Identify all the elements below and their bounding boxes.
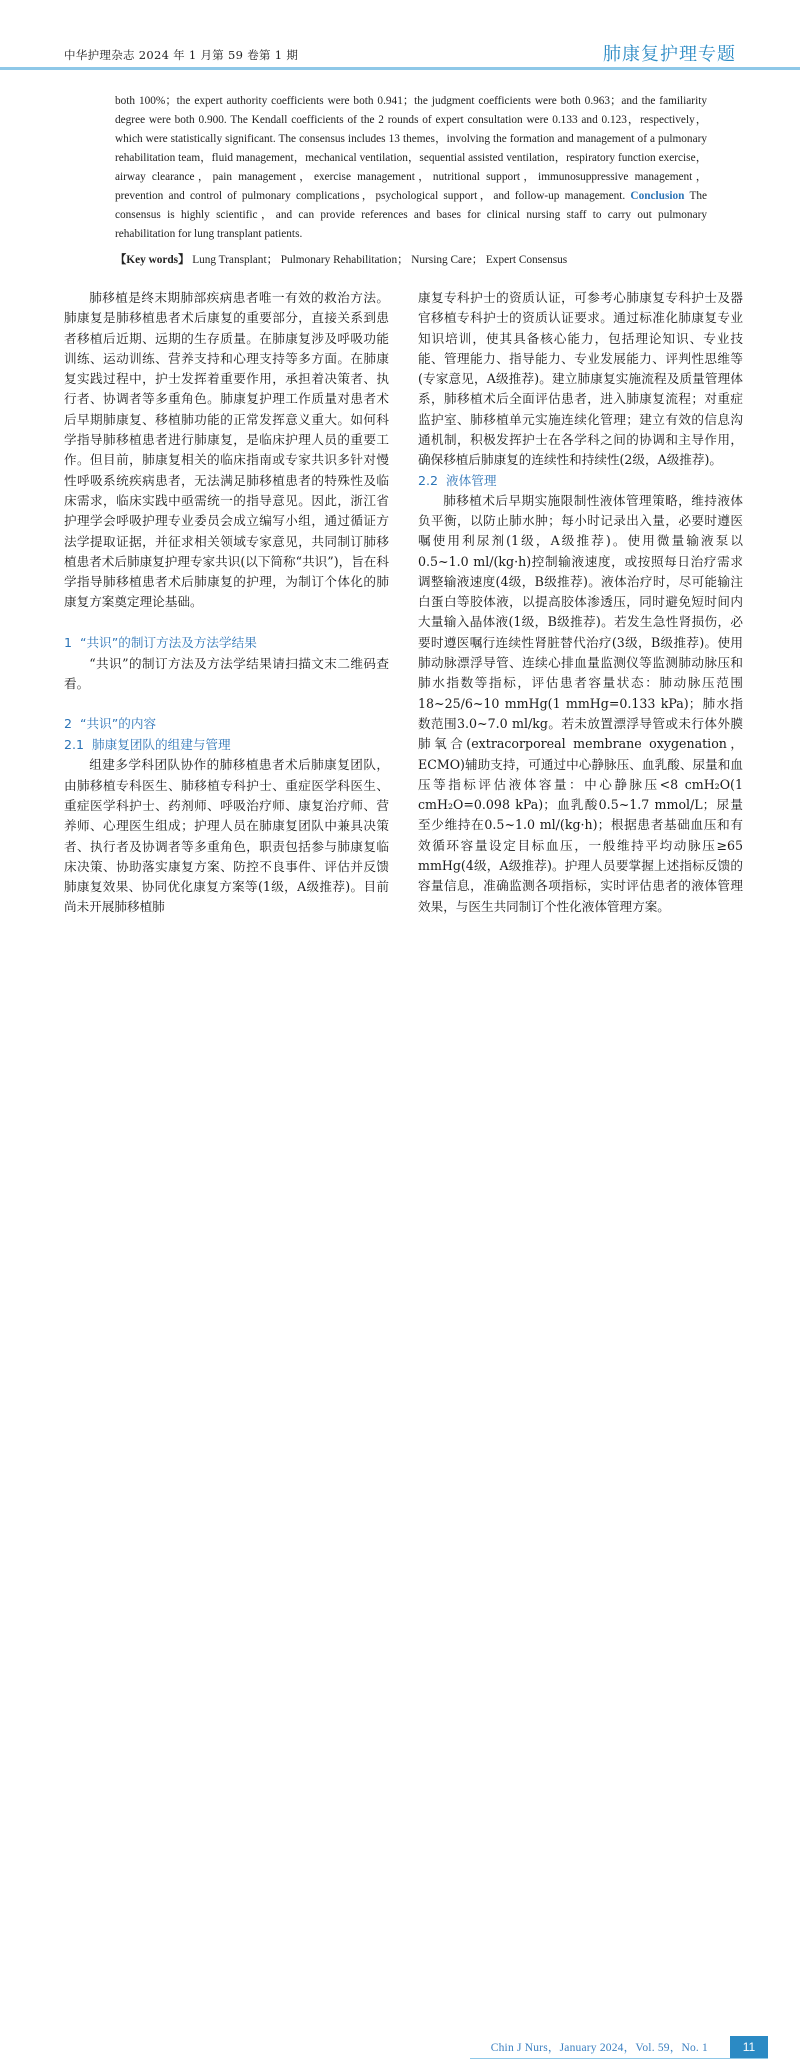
section-title: 肺康复护理专题 [603, 44, 736, 65]
english-abstract [115, 92, 707, 244]
abstract-text: both 100%；the expert authority coefficients were both 0.941；the judgment coefficients were both 0.963；and the familiarity degree were both 0.900. The Kendall coefficients of the 2 rounds of expert consultation were 0.133 and 0.123，respectively，which were statistically significant. The consensus includes 13 themes，involving the formation and management of a pulmonary rehabilitation team，fluid management，mechanical ventilation，sequential assisted ventilation，respiratory function exercise，airway clearance，pain management，exercise management，nutritional support，immunosuppressive management，prevention and control of pulmonary complications，psychological support，and follow-up management. [115, 95, 707, 202]
section-2-1-paragraph: 组建多学科团队协作的肺移植患者术后肺康复团队，由肺移植专科医生、肺移植专科护士、重症医学科医生、重症医学科护士、药剂师、呼吸治疗师、康复治疗师、营养师、心理医生组成；护理人员在肺康复团队中兼具决策者、执行者及协调者等多重角色，职责包括参与肺康复临床决策、协助落实康复方案、防控不良事件、评估并反馈肺康复效果、协同优化康复方案等(1级，A级推荐)。目前尚未开展肺移植肺 [64, 757, 389, 915]
section-2-1-title: 肺康复团队的组建与管理 [92, 737, 231, 753]
section-2-2-number: 2.2 [418, 472, 439, 488]
footer-journal-info: Chin J Nurs，January 2024，Vol. 59，No. 1 [490, 2042, 708, 2054]
journal-info: 中华护理杂志 2024 年 1 月第 59 卷第 1 期 [64, 48, 299, 62]
page-number: 11 [730, 2036, 768, 2058]
section-2-2-heading [418, 471, 743, 491]
section-2-2-paragraph: 肺移植术后早期实施限制性液体管理策略，维持液体负平衡，以防止肺水肿；每小时记录出入量，必要时遵医嘱使用利尿剂(1级，A级推荐)。使用微量输液泵以0.5~1.0 ml/(kg·h)控制输液速度，或按照每日治疗需求调整输液速度(4级，B级推荐)。液体治疗时，尽可能输注白蛋白等胶体液，以提高胶体渗透压，同时避免短时间内大量输入晶体液(1级，B级推荐)。若发生急性肾损伤，必要时遵医嘱行连续性肾脏替代治疗(3级，B级推荐)。使用肺动脉漂浮导管、连续心排血量监测仪等监测肺动脉压和肺水指数等指标，评估患者容量状态：肺动脉压范围18~25/6~10 mmHg(1 mmHg=0.133 kPa)；肺水指数范围3.0~7.0 ml/kg。若未放置漂浮导管或未行体外膜肺氧合(extracorporeal membrane oxygenation，ECMO)辅助支持，可通过中心静脉压、血乳酸、尿量和血压等指标评估液体容量：中心静脉压<8 cmH₂O(1 cmH₂O=0.098 kPa)；血乳酸0.5~1.7 mmol/L；尿量至少维持在0.5~1.0 ml/(kg·h)；根据患者基础血压和有效循环容量设定目标血压，一般维持平均动脉压≥65 mmHg(4级，A级推荐)。护理人员要掌握上述指标反馈的容量信息，准确监测各项指标，实时评估患者的液体管理效果，与医生共同制订个性化液体管理方案。 [418, 492, 743, 914]
section-2-1-heading [64, 735, 389, 755]
abstract-conclusion-text: The consensus is highly scientific，and can provide references and bases for clinical nursing staff to carry out pulmonary rehabilitation for lung transplant patients. [115, 190, 708, 240]
conclusion-label: Conclusion [630, 190, 685, 202]
section-2-number: 2 [64, 716, 73, 732]
section-1-paragraph: “共识”的制订方法及方法学结果请扫描文末二维码查看。 [64, 655, 389, 692]
page-footer [0, 1018, 800, 2054]
keywords-list: Lung Transplant； Pulmonary Rehabilitation； Nursing Care； Expert Consensus [192, 254, 568, 266]
section-2-2-title: 液体管理 [446, 472, 497, 488]
intro-paragraph: 肺移植是终末期肺部疾病患者唯一有效的救治方法。肺康复是肺移植患者术后康复的重要部分，直接关系到患者移植后近期、远期的生存质量。在肺康复涉及呼吸功能训练、运动训练、营养支持和心理支持等多方面。在肺康复实践过程中，护士发挥着重要作用，承担着决策者、执行者、协调者等多重角色。肺康复护理工作质量对患者术后早期肺康复、移植肺功能的正常发挥意义重大。如何科学指导肺移植患者进行肺康复，是临床护理人员的重要工作。但目前，肺康复相关的临床指南或专家共识多针对慢性呼吸系统疾病患者，无法满足肺移植患者的特殊性及临床需求，临床实践中亟需统一的指导意见。因此，浙江省护理学会呼吸护理专业委员会成立编写小组，通过循证方法学提取证据，并征求相关领域专家意见，共同制订肺移植患者术后肺康复护理专家共识(以下简称“共识”)，旨在科学指导肺移植患者术后肺康复的护理，为制订个体化的肺康复方案奠定理论基础。 [64, 290, 389, 610]
section-2-heading [64, 713, 389, 735]
section-1-heading [64, 632, 389, 654]
section-2-1-number: 2.1 [64, 737, 85, 753]
section-2-1-continued: 康复专科护士的资质认证，可参考心肺康复专科护士及器官移植专科护士的资质认证要求。通过标准化肺康复专业知识培训，使其具备核心能力，包括理论知识、专业技能、管理能力、指导能力、专业发展能力、评判性思维等(专家意见，A级推荐)。建立肺康复实施流程及质量管理体系，肺移植术后全面评估患者，进入肺康复流程；对重症监护室、肺移植单元实施连续化管理；建立有效的信息沟通机制，积极发挥护士在各学科之间的协调和主导作用，确保移植后肺康复的连续性和持续性(2级，A级推荐)。 [418, 290, 743, 468]
right-column [418, 288, 743, 917]
header-rule [0, 67, 800, 70]
keywords-label: 【Key words】 [115, 254, 190, 266]
keywords-line [115, 251, 707, 267]
section-2-title: “共识”的内容 [80, 716, 157, 732]
section-1-number: 1 [64, 634, 73, 650]
section-1-title: “共识”的制订方法及方法学结果 [80, 634, 257, 650]
left-column [64, 288, 389, 918]
page-header [0, 0, 800, 80]
